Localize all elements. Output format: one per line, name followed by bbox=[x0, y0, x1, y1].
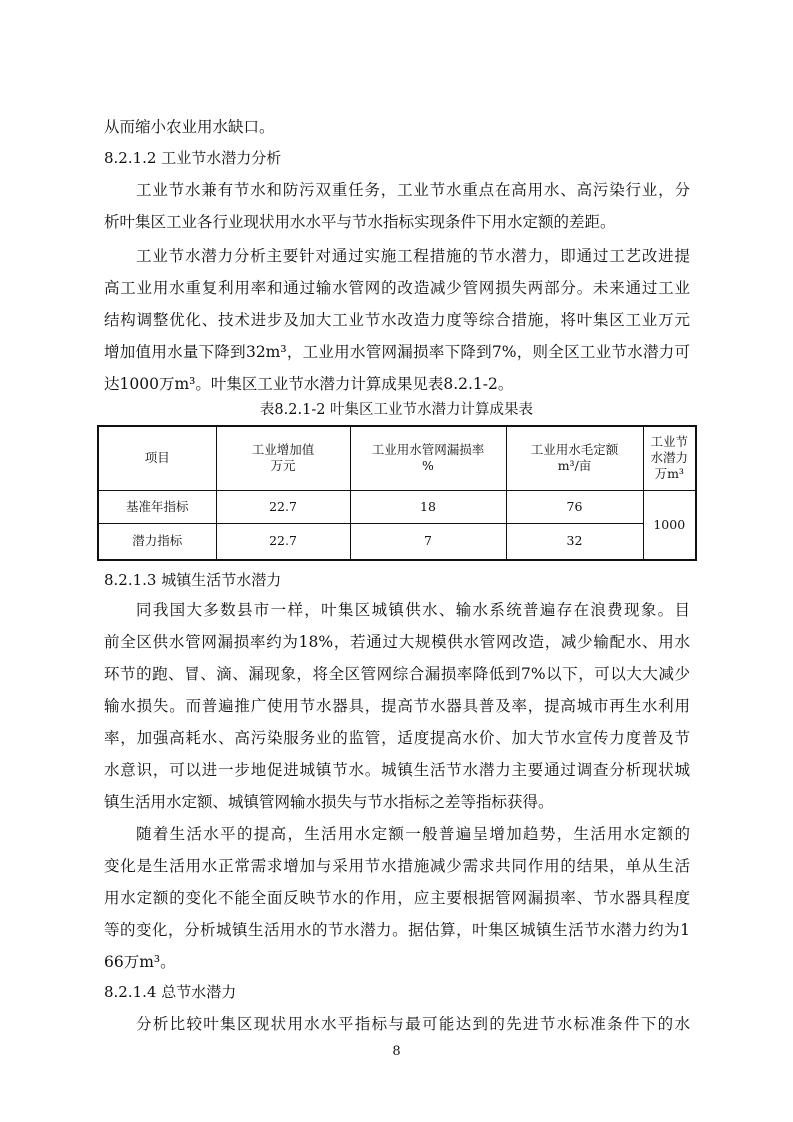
cell-potential-total: 1000 bbox=[643, 490, 696, 560]
cell-value-added: 22.7 bbox=[216, 490, 350, 523]
table-row bbox=[98, 490, 696, 523]
text-line: 同我国大多数县市一样，叶集区城镇供水、输水系统普遍存在浪费现象。目 bbox=[136, 601, 690, 619]
text-line: 析叶集区工业各行业现状用水水平与节水指标实现条件下用水定额的差距。 bbox=[104, 213, 616, 231]
cell-leak-rate: 18 bbox=[350, 490, 506, 523]
row-label: 基准年指标 bbox=[98, 490, 216, 523]
text-line: 从而缩小农业用水缺口。 bbox=[104, 118, 275, 136]
page-number: 8 bbox=[392, 1044, 401, 1059]
text-line: 环节的跑、冒、滴、漏现象，将全区管网综合漏损率降低到7%以下，可以大大减少 bbox=[104, 665, 690, 683]
water-saving-potential-table bbox=[97, 425, 697, 561]
text-line: 等的变化，分析城镇生活用水的节水潜力。据估算，叶集区城镇生活节水潜力约为1 bbox=[104, 921, 690, 939]
table-header-row bbox=[98, 426, 696, 490]
text-line: 镇生活用水定额、城镇管网输水损失与节水指标之差等指标获得。 bbox=[104, 793, 554, 811]
header-leak-rate bbox=[350, 426, 506, 490]
header-potential-line2: 水潜力 bbox=[650, 450, 688, 466]
text-line: 前全区供水管网漏损率约为18%，若通过大规模供水管网改造，减少输配水、用水 bbox=[104, 633, 690, 651]
text-line: 变化是生活用水正常需求增加与采用节水措施减少需求共同作用的结果，单从生活 bbox=[104, 857, 690, 875]
text-line: 工业节水潜力分析主要针对通过实施工程措施的节水潜力，即通过工艺改进提 bbox=[136, 247, 690, 265]
text-line: 水意识，可以进一步地促进城镇节水。城镇生活节水潜力主要通过调查分析现状城 bbox=[104, 761, 690, 779]
header-value-added-line1: 工业增加值 bbox=[251, 442, 315, 458]
cell-value-added: 22.7 bbox=[216, 523, 350, 560]
row-label: 潜力指标 bbox=[98, 523, 216, 560]
section-heading-8-2-1-4: 8.2.1.4 总节水潜力 bbox=[104, 983, 237, 1001]
header-potential bbox=[643, 426, 696, 490]
header-water-quota bbox=[506, 426, 643, 490]
text-line: 工业节水兼有节水和防污双重任务，工业节水重点在高用水、高污染行业，分 bbox=[136, 181, 690, 199]
table-row bbox=[98, 523, 696, 560]
text-line: 增加值用水量下降到32m³，工业用水管网漏损率下降到7%，则全区工业节水潜力可 bbox=[104, 343, 690, 361]
text-line: 高工业用水重复利用率和通过输水管网的改造减少管网损失两部分。未来通过工业 bbox=[104, 279, 690, 297]
header-water-quota-unit: m³/亩 bbox=[557, 458, 592, 474]
text-line: 66万m³。 bbox=[104, 953, 176, 971]
section-heading-8-2-1-2: 8.2.1.2 工业节水潜力分析 bbox=[104, 149, 282, 167]
text-line: 达1000万m³。叶集区工业节水潜力计算成果见表8.2.1-2。 bbox=[104, 375, 514, 393]
header-leak-rate-unit: % bbox=[422, 458, 434, 474]
header-potential-line1: 工业节 bbox=[650, 434, 688, 450]
header-value-added-unit: 万元 bbox=[270, 458, 296, 474]
text-line: 随着生活水平的提高，生活用水定额一般普遍呈增加趋势，生活用水定额的 bbox=[136, 825, 690, 843]
text-line: 用水定额的变化不能全面反映节水的作用，应主要根据管网漏损率、节水器具程度 bbox=[104, 889, 690, 907]
header-leak-rate-line1: 工业用水管网漏损率 bbox=[371, 442, 485, 458]
header-item: 项目 bbox=[98, 426, 216, 490]
cell-leak-rate: 7 bbox=[350, 523, 506, 560]
table-caption: 表8.2.1-2 叶集区工业节水潜力计算成果表 bbox=[259, 402, 534, 418]
cell-water-quota: 76 bbox=[506, 490, 643, 523]
section-heading-8-2-1-3: 8.2.1.3 城镇生活节水潜力 bbox=[104, 571, 282, 589]
text-line: 结构调整优化、技术进步及加大工业节水改造力度等综合措施，将叶集区工业万元 bbox=[104, 311, 690, 329]
text-line: 分析比较叶集区现状用水水平指标与最可能达到的先进节水标准条件下的水 bbox=[136, 1015, 690, 1033]
header-water-quota-line1: 工业用水毛定额 bbox=[530, 442, 619, 458]
cell-water-quota: 32 bbox=[506, 523, 643, 560]
text-line: 输水损失。而普遍推广使用节水器具，提高节水器具普及率，提高城市再生水利用 bbox=[104, 697, 690, 715]
text-line: 率，加强高耗水、高污染服务业的监管，适度提高水价、加大节水宣传力度普及节 bbox=[104, 729, 690, 747]
header-value-added bbox=[216, 426, 350, 490]
header-potential-unit: 万m³ bbox=[654, 466, 684, 482]
